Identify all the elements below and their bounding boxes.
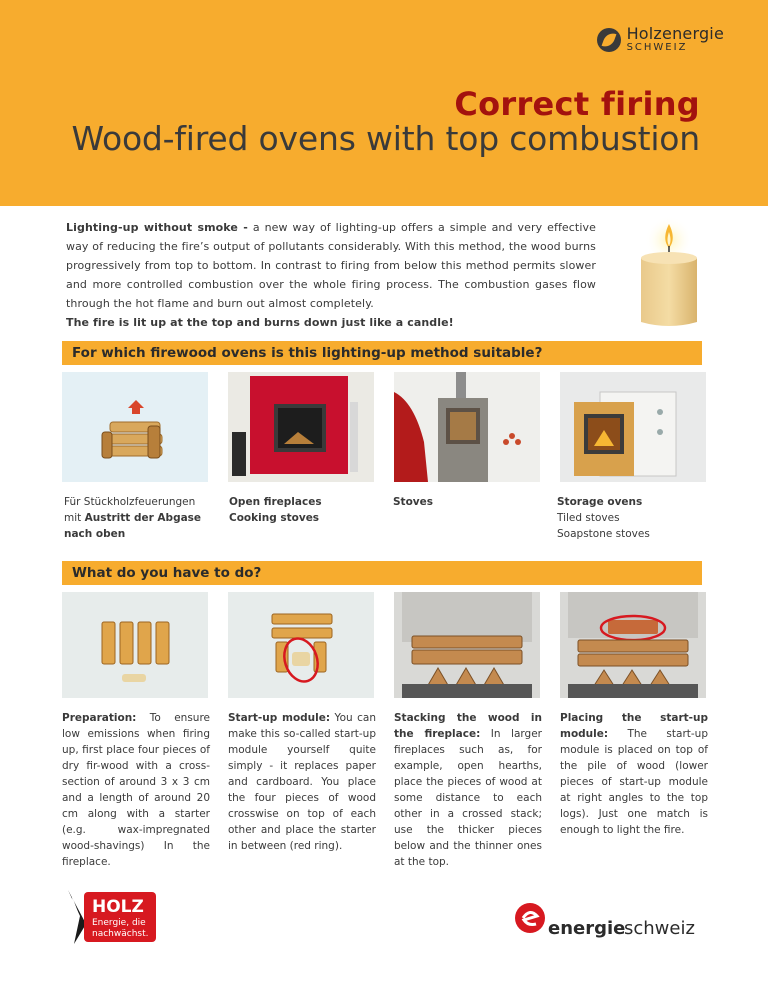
caption-line: Soapstone stoves [557, 528, 650, 540]
caption-line: Für Stückholzfeuerungen [64, 496, 196, 508]
caption-open-fireplaces [229, 494, 379, 526]
step-text: You can make this so-called start-up module yourself quite simply - it replaces paper and cardboard. You place the four pieces of wood crosswise on top of each other and place the starter in between (red ring). [228, 712, 376, 852]
step-title: Preparation: [62, 712, 137, 724]
candle-image [624, 210, 714, 330]
section-what-to-do-header [62, 561, 702, 585]
four-wood-pieces-image [62, 592, 208, 698]
header-banner [0, 0, 768, 206]
section-heading: What do you have to do? [72, 565, 262, 581]
intro-body: a new way of lighting-up offers a simple and very effective way of reducing the fire’s output of pollutants considerably. With this method, the wood burns progressively from top to bottom. In contrast to firing from below this method permits slower and more controlled combustion over the whole firing process. The combustion gases flow through the hot flame and burn out almost completely. [66, 221, 596, 310]
page-title: Correct firing [454, 85, 700, 123]
energieschweiz-logo[interactable] [514, 898, 714, 940]
section-suitable-ovens-header [62, 341, 702, 365]
holzenergie-logo[interactable] [597, 26, 724, 53]
open-fireplace-image [228, 372, 374, 482]
intro-lead: Lighting-up without smoke - [66, 221, 248, 234]
page-subtitle: Wood-fired ovens with top combustion [71, 119, 700, 158]
brand-sub: SCHWEIZ [626, 42, 688, 53]
stacked-wood-fireplace-image [394, 592, 540, 698]
caption-bold: Austritt der Abgase [84, 512, 202, 524]
step-stacking-wood [394, 710, 542, 870]
leaf-flame-icon [597, 28, 621, 52]
holz-word: HOLZ [92, 897, 144, 917]
caption-bold: nach oben [64, 528, 126, 540]
es-word-1: energie [548, 918, 626, 939]
es-word-2: schweiz [624, 918, 695, 939]
caption-ovens-top-flue [64, 494, 214, 542]
step-text: To ensure low emissions when firing up, first place four pieces of dry fir-wood with a cross-section of around 3 x 3 cm and a length of around 20 cm along with a starter (e.g. wax-impregnated wood-shavings) In the fireplace. [62, 712, 210, 868]
stove-image [394, 372, 540, 482]
step-preparation [62, 710, 210, 870]
brand-name: Holzenergie [626, 24, 724, 43]
caption-storage-ovens [557, 494, 707, 542]
caption-bold: Cooking stoves [229, 512, 320, 524]
startup-module-image [228, 592, 374, 698]
holz-energie-logo[interactable] [64, 886, 160, 946]
step-startup-module [228, 710, 376, 854]
step-placing-module [560, 710, 708, 838]
step-title: Stacking the wood in the fireplace: [394, 712, 542, 740]
holz-tagline-2: nachwächst. [92, 929, 149, 939]
caption-prefix: mit [64, 512, 85, 524]
step-title: Placing the start-up module: [560, 712, 708, 740]
caption-stoves [393, 494, 543, 510]
step-text: The start-up module is placed on top of the pile of wood (lower pieces of start-up module at right angles to the top logs). Just one match is enough to light the fire. [560, 728, 708, 836]
caption-bold: Stoves [393, 496, 434, 508]
caption-bold: Open fireplaces [229, 496, 322, 508]
caption-line: Tiled stoves [557, 512, 620, 524]
holz-tagline-1: Energie, die [92, 918, 146, 928]
section-heading: For which firewood ovens is this lighting-up method suitable? [72, 345, 543, 361]
intro-text [66, 218, 596, 332]
caption-bold: Storage ovens [557, 496, 643, 508]
placed-startup-module-image [560, 592, 706, 698]
step-title: Start-up module: [228, 712, 331, 724]
storage-oven-image [560, 372, 706, 482]
intro-note: The fire is lit up at the top and burns down just like a candle! [66, 316, 454, 329]
step-text: In larger fireplaces such as, for example, open hearths, place the pieces of wood at some distance to each other in a crossed stack; use the thicker pieces below and the thinner ones at the top. [394, 728, 542, 868]
wood-stack-arrow-image [62, 372, 208, 482]
